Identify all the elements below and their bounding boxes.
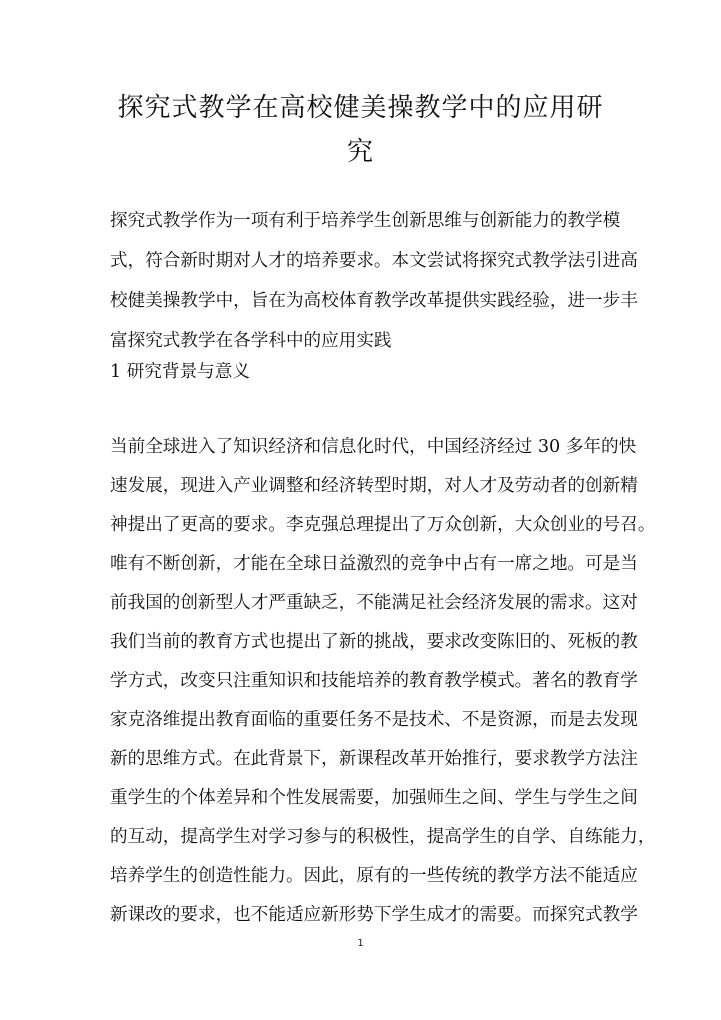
body-line: 的互动，提高学生对学习参与的积极性，提高学生的自学、自练能力， xyxy=(110,827,656,847)
body-line: 我们当前的教育方式也提出了新的挑战，要求改变陈旧的、死板的教 xyxy=(110,632,638,652)
body-line: 培养学生的创造性能力。因此，原有的一些传统的教学方法不能适应 xyxy=(110,866,638,886)
body-line: 当前全球进入了知识经济和信息化时代，中国经济经过 30 多年的快 xyxy=(110,437,637,457)
title-line-1: 探究式教学在高校健美操教学中的应用研 xyxy=(117,93,604,123)
abstract-line: 富探究式教学在各学科中的应用实践 xyxy=(110,331,392,351)
document-title xyxy=(100,86,621,174)
abstract-line: 校健美操教学中，旨在为高校体育教学改革提供实践经验，进一步丰 xyxy=(110,291,638,311)
body-line: 家克洛维提出教育面临的重要任务不是技术、不是资源，而是去发现 xyxy=(110,710,638,730)
body-line: 学方式，改变只注重知识和技能培养的教育教学模式。著名的教育学 xyxy=(110,671,638,691)
abstract-line: 探究式教学作为一项有利于培养学生创新思维与创新能力的教学模 xyxy=(110,211,621,231)
body-line: 新的思维方式。在此背景下，新课程改革开始推行，要求教学方法注 xyxy=(110,749,638,769)
body-line: 前我国的创新型人才严重缺乏，不能满足社会经济发展的需求。这对 xyxy=(110,593,638,613)
body-line: 唯有不断创新，才能在全球日益激烈的竞争中占有一席之地。可是当 xyxy=(110,554,638,574)
body-line: 速发展，现进入产业调整和经济转型时期，对人才及劳动者的创新精 xyxy=(110,476,638,496)
body-line: 神提出了更高的要求。李克强总理提出了万众创新，大众创业的号召。 xyxy=(110,515,656,535)
body-line: 新课改的要求，也不能适应新形势下学生成才的需要。而探究式教学 xyxy=(110,905,638,925)
section-heading: 1 研究背景与意义 xyxy=(110,362,250,382)
page-number: 1 xyxy=(357,938,364,949)
body-line: 重学生的个体差异和个性发展需要，加强师生之间、学生与学生之间 xyxy=(110,788,638,808)
abstract-line: 式，符合新时期对人才的培养要求。本文尝试将探究式教学法引进高 xyxy=(110,251,638,271)
title-line-2: 究 xyxy=(346,137,374,167)
